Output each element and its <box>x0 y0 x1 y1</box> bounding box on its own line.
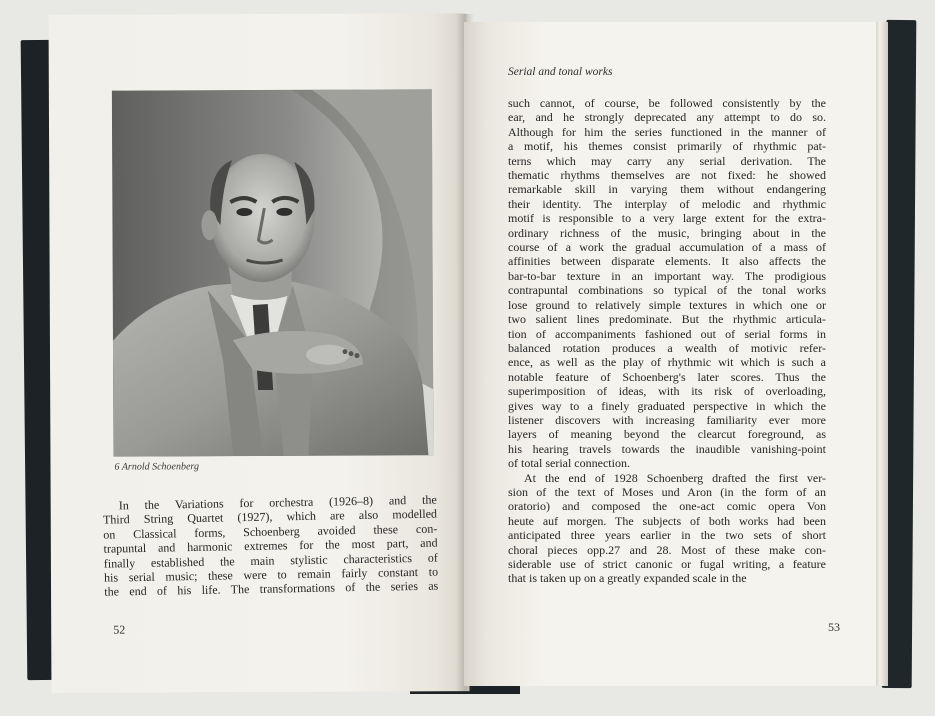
text-line: ear, and he strongly deprecated any attempt to do so. <box>508 110 826 125</box>
text-line: his serial music; these were to remain fairly constant to <box>103 564 439 585</box>
text-line: bar-to-bar texture in an important way. The prodigious <box>508 268 826 283</box>
text-line: on Classical forms, Schoenberg avoided these con- <box>103 521 438 542</box>
text-line: two salient lines predominate. But the rhythmic articula- <box>508 312 826 327</box>
text-line: motif is responsible to a very large extent for the extra- <box>508 211 826 226</box>
text-line: sion of the text of Moses und Aron (in the form of an <box>508 484 826 499</box>
text-line: siderable use of strict canonic or fugal writing, a feature <box>508 557 826 571</box>
text-line: affinities between disparate elements. It also affects the <box>508 254 826 269</box>
running-head: Serial and tonal works <box>508 66 613 78</box>
text-line: anticipated three years earlier in the two sets of short <box>508 528 826 543</box>
text-line: In the Variations for orchestra (1926–8) and the <box>118 492 437 513</box>
text-line: contrapuntal combinations so typical of the tonal works <box>508 283 826 298</box>
text-line: their identity. The interplay of melodic and rhythmic <box>508 196 826 211</box>
portrait-photo <box>112 89 434 456</box>
text-line: choral pieces opp.27 and 28. Most of these make con- <box>508 542 826 557</box>
text-line: his hearing travels towards the inaudible vanishing-point <box>508 441 826 456</box>
text-line: ence, as well as the play of rhythmic wit which is such a <box>508 355 826 370</box>
left-page-body <box>103 493 439 600</box>
right-page-body <box>508 96 826 586</box>
text-line: that is taken up on a greatly expanded scale in the <box>508 571 747 586</box>
text-line: such cannot, of course, be followed consistently by the <box>508 96 826 110</box>
text-line: a motif, his themes consist primarily of rhythmic pat- <box>508 139 826 154</box>
text-line: tion of accompaniments fashioned out of serial forms in <box>508 326 826 341</box>
text-line: ordinary richness of the music, bringing about in the <box>508 225 826 240</box>
text-line: layers of meaning beyond the clearcut foreground, as <box>508 427 826 442</box>
text-line: of total serial connection. <box>508 456 630 471</box>
photo-caption: 6 Arnold Schoenberg <box>114 461 199 473</box>
right-page <box>464 22 876 686</box>
text-line: Although for him the series functioned in the manner of <box>508 124 826 139</box>
text-line: notable feature of Schoenberg's later scores. Thus the <box>508 369 826 384</box>
text-line: balanced rotation produces a wealth of motivic refer- <box>508 340 826 355</box>
portrait-illustration <box>112 89 434 456</box>
text-line: superimposition of ideas, with its risk of overloading, <box>508 384 826 399</box>
text-line: lose ground to relatively simple textures in which one or <box>508 297 826 312</box>
text-line: the end of his life. The transformations of the series as <box>104 578 439 600</box>
page-number-right: 53 <box>828 620 840 634</box>
text-line: oratorio) and composed the one-act comic opera Von <box>508 499 826 514</box>
text-line: finally established the main stylistic characteristics of <box>103 550 438 571</box>
text-line: gives way to a finely graduated perspective in which the <box>508 398 826 413</box>
page-number-left: 52 <box>113 622 126 637</box>
text-line: terns which may carry any serial derivation. The <box>508 153 826 168</box>
left-page <box>49 13 470 693</box>
text-line: heute auf morgen. The subjects of both works had been <box>508 513 826 528</box>
text-line: At the end of 1928 Schoenberg drafted the first ver- <box>524 470 826 485</box>
text-line: listener discovers with increasing familiarity ever more <box>508 412 826 427</box>
text-line: Third String Quartet (1927), which are also modelled <box>102 506 438 528</box>
text-line: course of a work the gradual accumulation of a mass of <box>508 240 826 255</box>
text-line: trapuntal and harmonic extremes for the most part, and <box>103 535 438 556</box>
text-line: remarkable skill in varying them without endangering <box>508 182 826 197</box>
text-line: thematic rhythms themselves are not fixed: he showed <box>508 168 826 183</box>
